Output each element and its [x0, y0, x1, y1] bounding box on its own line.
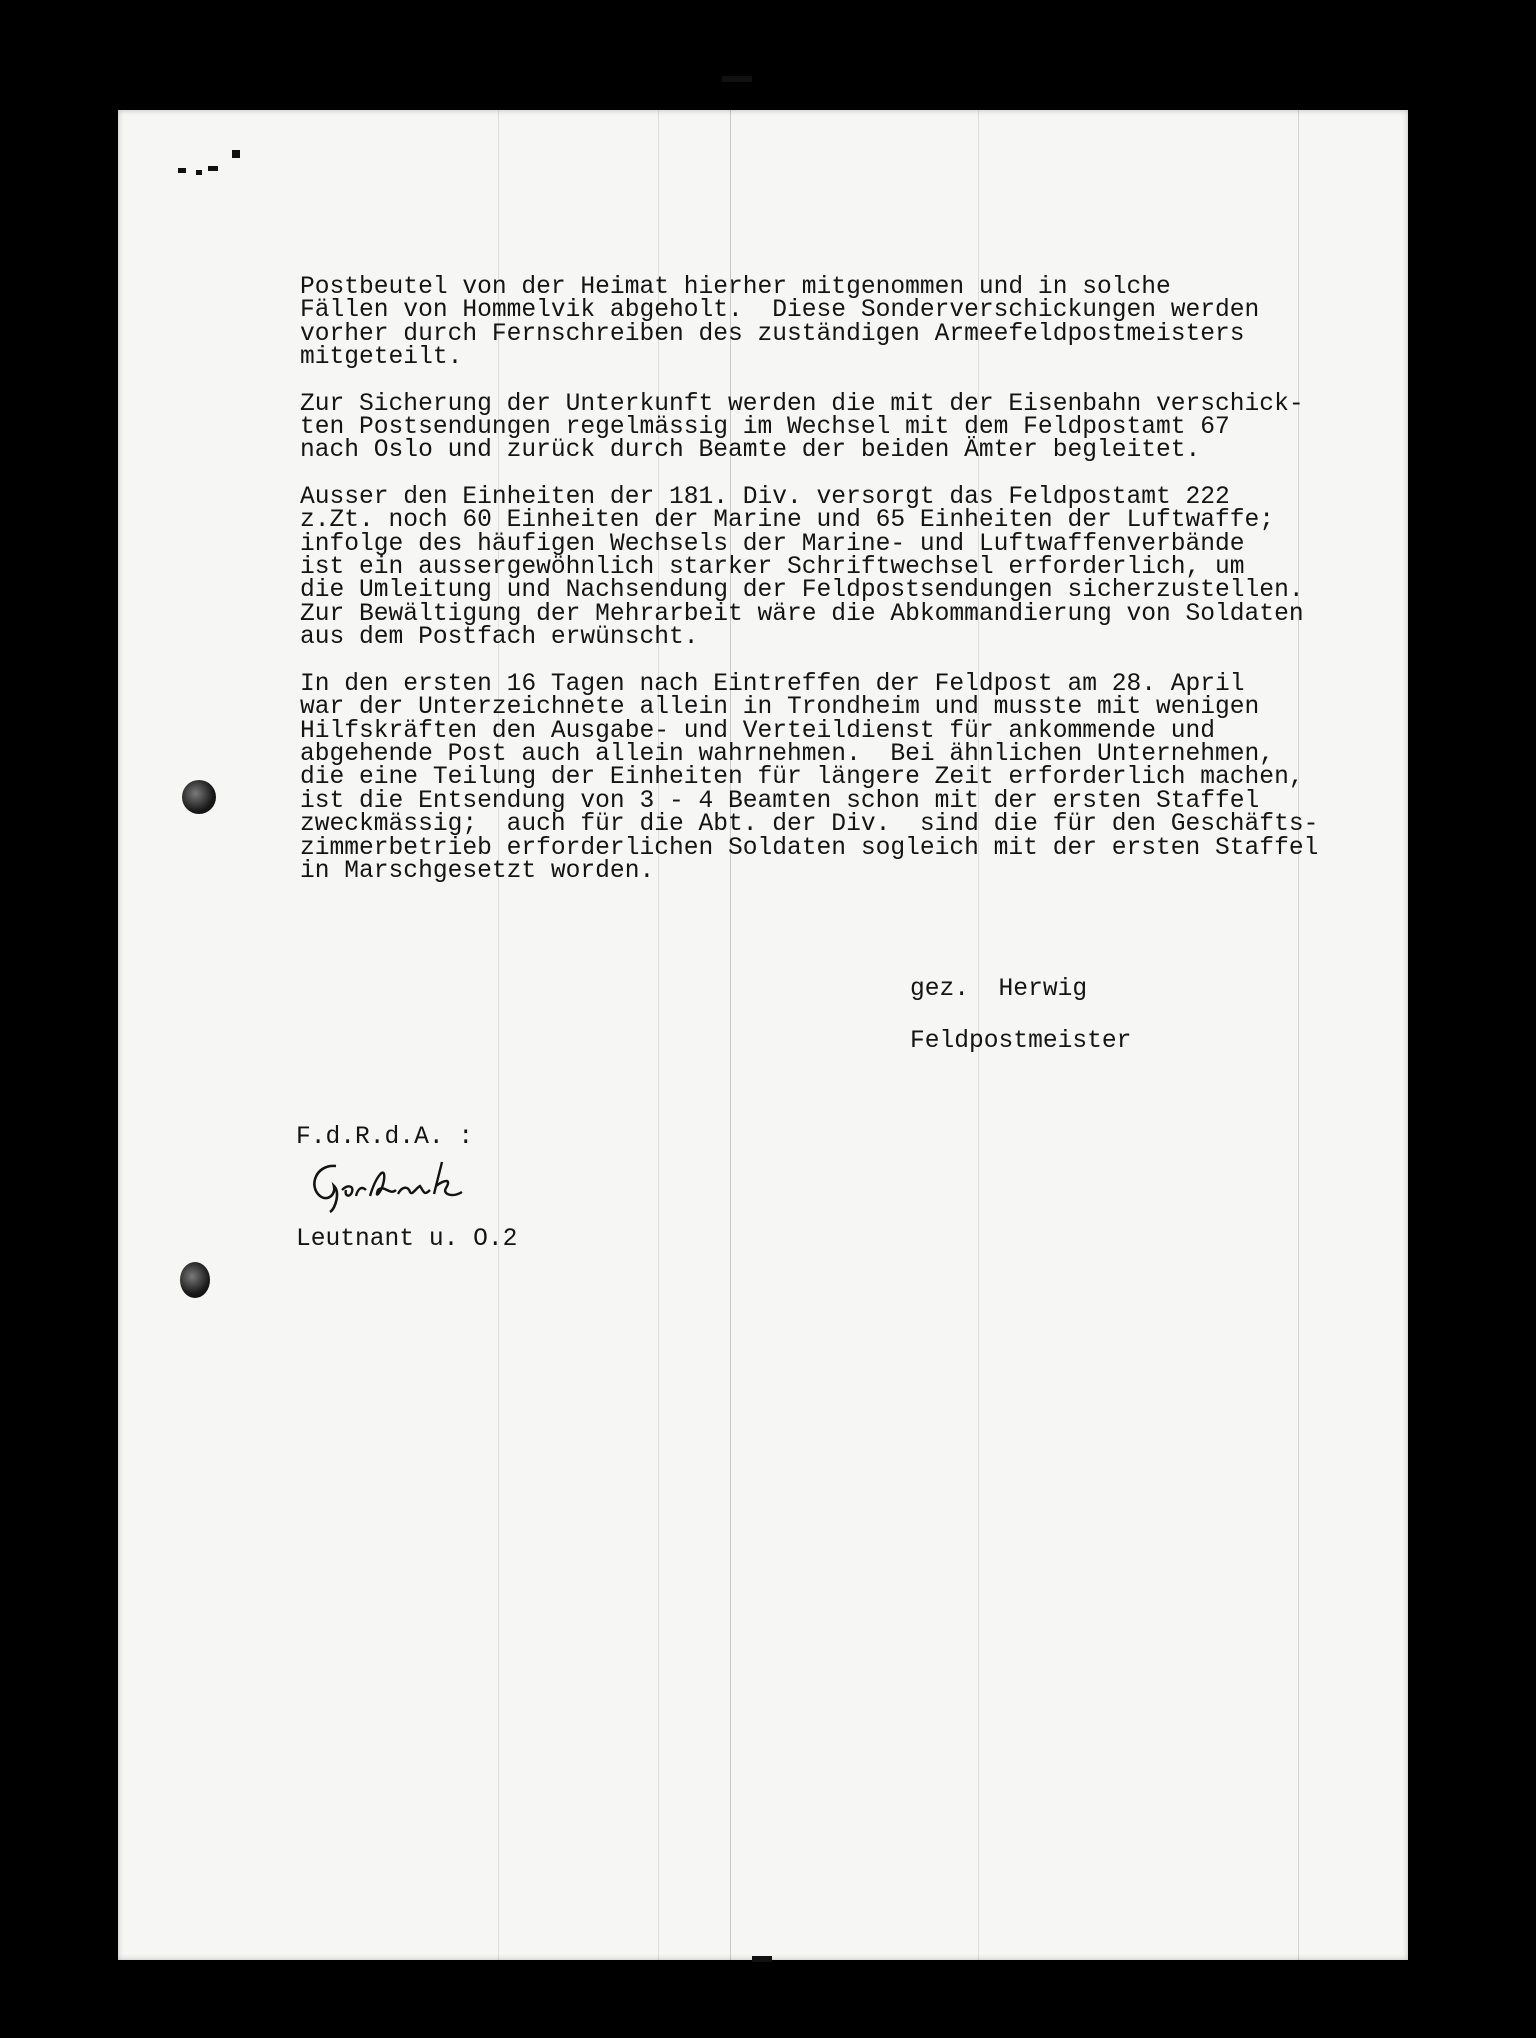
text-line: ten Postsendungen regelmässig im Wechsel mit dem Feldpostamt 67	[300, 414, 1230, 442]
text-line: die eine Teilung der Einheiten für längere Zeit erforderlich machen,	[300, 764, 1304, 792]
handwritten-signature	[306, 1156, 496, 1216]
text-line: nach Oslo und zurück durch Beamte der beiden Ämter begleitet.	[300, 437, 1201, 465]
text-line: zimmerbetrieb erforderlichen Soldaten sogleich mit der ersten Staffel	[300, 834, 1319, 862]
punch-hole-top	[182, 780, 216, 814]
attestation-rank: Leutnant u. O.2	[296, 1226, 518, 1253]
text-line: in Marschgesetzt worden.	[300, 857, 655, 885]
signer-title: Feldpostmeister	[910, 1028, 1132, 1055]
text-line: ist ein aussergewöhnlich starker Schriftwechsel erforderlich, um	[300, 554, 1245, 582]
text-line: aus dem Postfach erwünscht.	[300, 624, 699, 652]
attestation-label: F.d.R.d.A. :	[296, 1124, 474, 1151]
punch-hole-bottom	[180, 1262, 210, 1298]
scan-mark	[752, 1956, 772, 1962]
text-line: Postbeutel von der Heimat hierher mitgenommen und in solche	[300, 274, 1171, 301]
text-line: In den ersten 16 Tagen nach Eintreffen der Feldpost am 28. April	[300, 670, 1245, 698]
text-line: infolge des häufigen Wechsels der Marine- und Luftwaffenverbände	[300, 530, 1245, 558]
text-line: Zur Sicherung der Unterkunft werden die mit der Eisenbahn verschick-	[300, 390, 1304, 418]
text-line: ist die Entsendung von 3 - 4 Beamten schon mit der ersten Staffel	[300, 787, 1260, 815]
paragraph-3	[300, 483, 1400, 652]
text-line: die Umleitung und Nachsendung der Feldpostsendungen sicherzustellen.	[300, 577, 1304, 605]
text-line: Hilfskräften den Ausgabe- und Verteildienst für ankommende und	[300, 717, 1216, 745]
scan-mark	[232, 150, 240, 158]
text-line: Fällen von Hommelvik abgeholt. Diese Sonderverschickungen werden	[300, 297, 1260, 325]
paragraph-1	[300, 276, 1400, 370]
paragraph-4	[300, 670, 1400, 885]
paragraph-2	[300, 390, 1400, 465]
text-line: mitgeteilt.	[300, 344, 463, 372]
scan-mark	[208, 166, 218, 171]
text-line: zweckmässig; auch für die Abt. der Div. sind die für den Geschäfts-	[300, 811, 1319, 839]
scan-mark	[196, 170, 202, 175]
letter-body	[300, 276, 1400, 906]
text-line: Zur Bewältigung der Mehrarbeit wäre die Abkommandierung von Soldaten	[300, 600, 1304, 628]
text-line: abgehende Post auch allein wahrnehmen. Bei ähnlichen Unternehmen,	[300, 740, 1275, 768]
text-line: vorher durch Fernschreiben des zuständigen Armeefeldpostmeisters	[300, 320, 1245, 348]
scan-mark	[178, 168, 186, 173]
text-line: war der Unterzeichnete allein in Trondheim und musste mit wenigen	[300, 694, 1260, 722]
signed-by: gez. Herwig	[910, 976, 1088, 1003]
text-line: Ausser den Einheiten der 181. Div. versorgt das Feldpostamt 222	[300, 483, 1230, 511]
scan-mark	[722, 76, 752, 82]
text-line: z.Zt. noch 60 Einheiten der Marine und 65 Einheiten der Luftwaffe;	[300, 507, 1275, 535]
